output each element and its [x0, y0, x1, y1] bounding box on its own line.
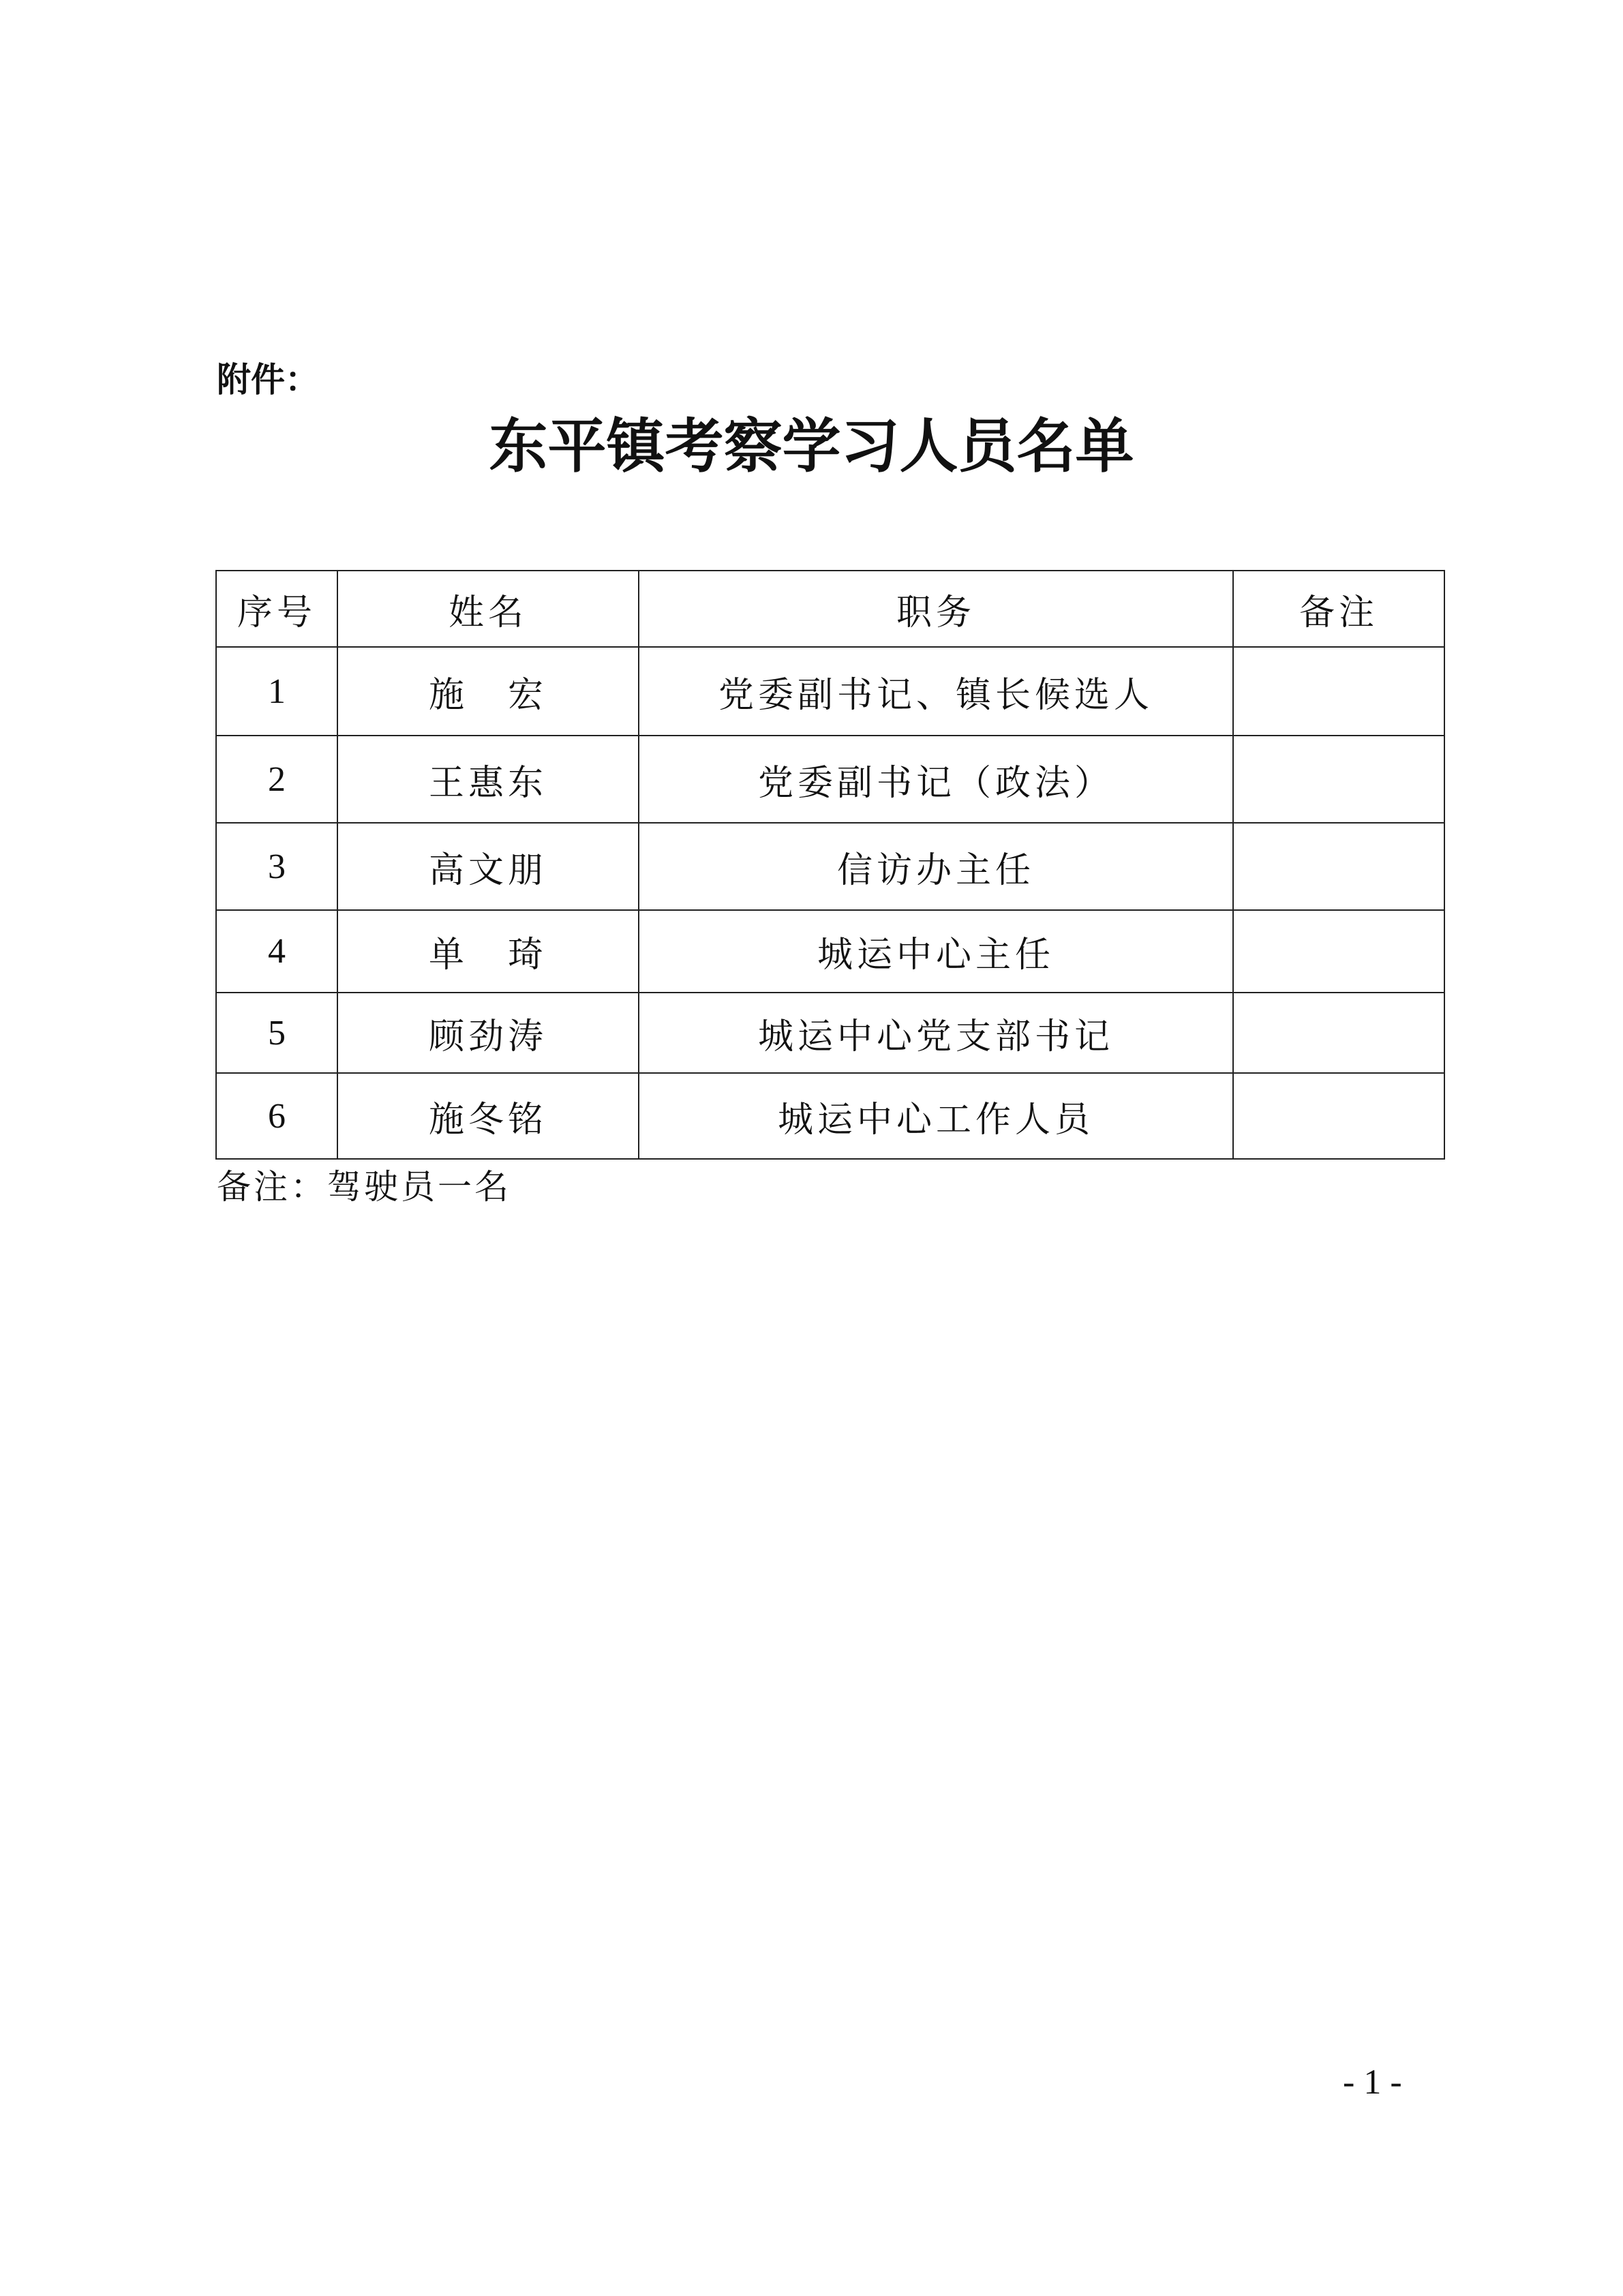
- row-remarks: [1233, 647, 1444, 736]
- row-remarks: [1233, 823, 1444, 910]
- row-position: 城运中心工作人员: [639, 1073, 1233, 1159]
- table-row: [216, 1073, 1444, 1159]
- row-index: 2: [216, 736, 337, 823]
- row-position: 党委副书记（政法）: [639, 736, 1233, 823]
- row-remarks: [1233, 1073, 1444, 1159]
- row-position: 城运中心党支部书记: [639, 993, 1233, 1073]
- row-position: 党委副书记、镇长候选人: [639, 647, 1233, 736]
- page-number: - 1 -: [1343, 2063, 1402, 2102]
- table-row: [216, 736, 1444, 823]
- row-index: 5: [216, 993, 337, 1073]
- table-row: [216, 647, 1444, 736]
- table-row: [216, 910, 1444, 993]
- personnel-table: [215, 570, 1445, 1160]
- row-index: 6: [216, 1073, 337, 1159]
- table-header-row: [216, 571, 1444, 647]
- header-name: 姓名: [337, 571, 639, 647]
- row-index: 1: [216, 647, 337, 736]
- row-remarks: [1233, 993, 1444, 1073]
- table-row: [216, 993, 1444, 1073]
- row-index: 3: [216, 823, 337, 910]
- row-name: 单 琦: [337, 910, 639, 993]
- row-name: 王惠东: [337, 736, 639, 823]
- row-remarks: [1233, 910, 1444, 993]
- attachment-label: 附件：: [217, 360, 319, 399]
- document-title: 东平镇考察学习人员名单: [489, 412, 1134, 481]
- row-position: 城运中心主任: [639, 910, 1233, 993]
- row-position: 信访办主任: [639, 823, 1233, 910]
- row-remarks: [1233, 736, 1444, 823]
- row-name: 顾劲涛: [337, 993, 639, 1073]
- header-remarks: 备注: [1233, 571, 1444, 647]
- header-index: 序号: [216, 571, 337, 647]
- row-index: 4: [216, 910, 337, 993]
- row-name: 高文朋: [337, 823, 639, 910]
- table-footnote: 备注：驾驶员一名: [217, 1167, 511, 1207]
- header-position: 职务: [639, 571, 1233, 647]
- table-row: [216, 823, 1444, 910]
- row-name: 施 宏: [337, 647, 639, 736]
- row-name: 施冬铭: [337, 1073, 639, 1159]
